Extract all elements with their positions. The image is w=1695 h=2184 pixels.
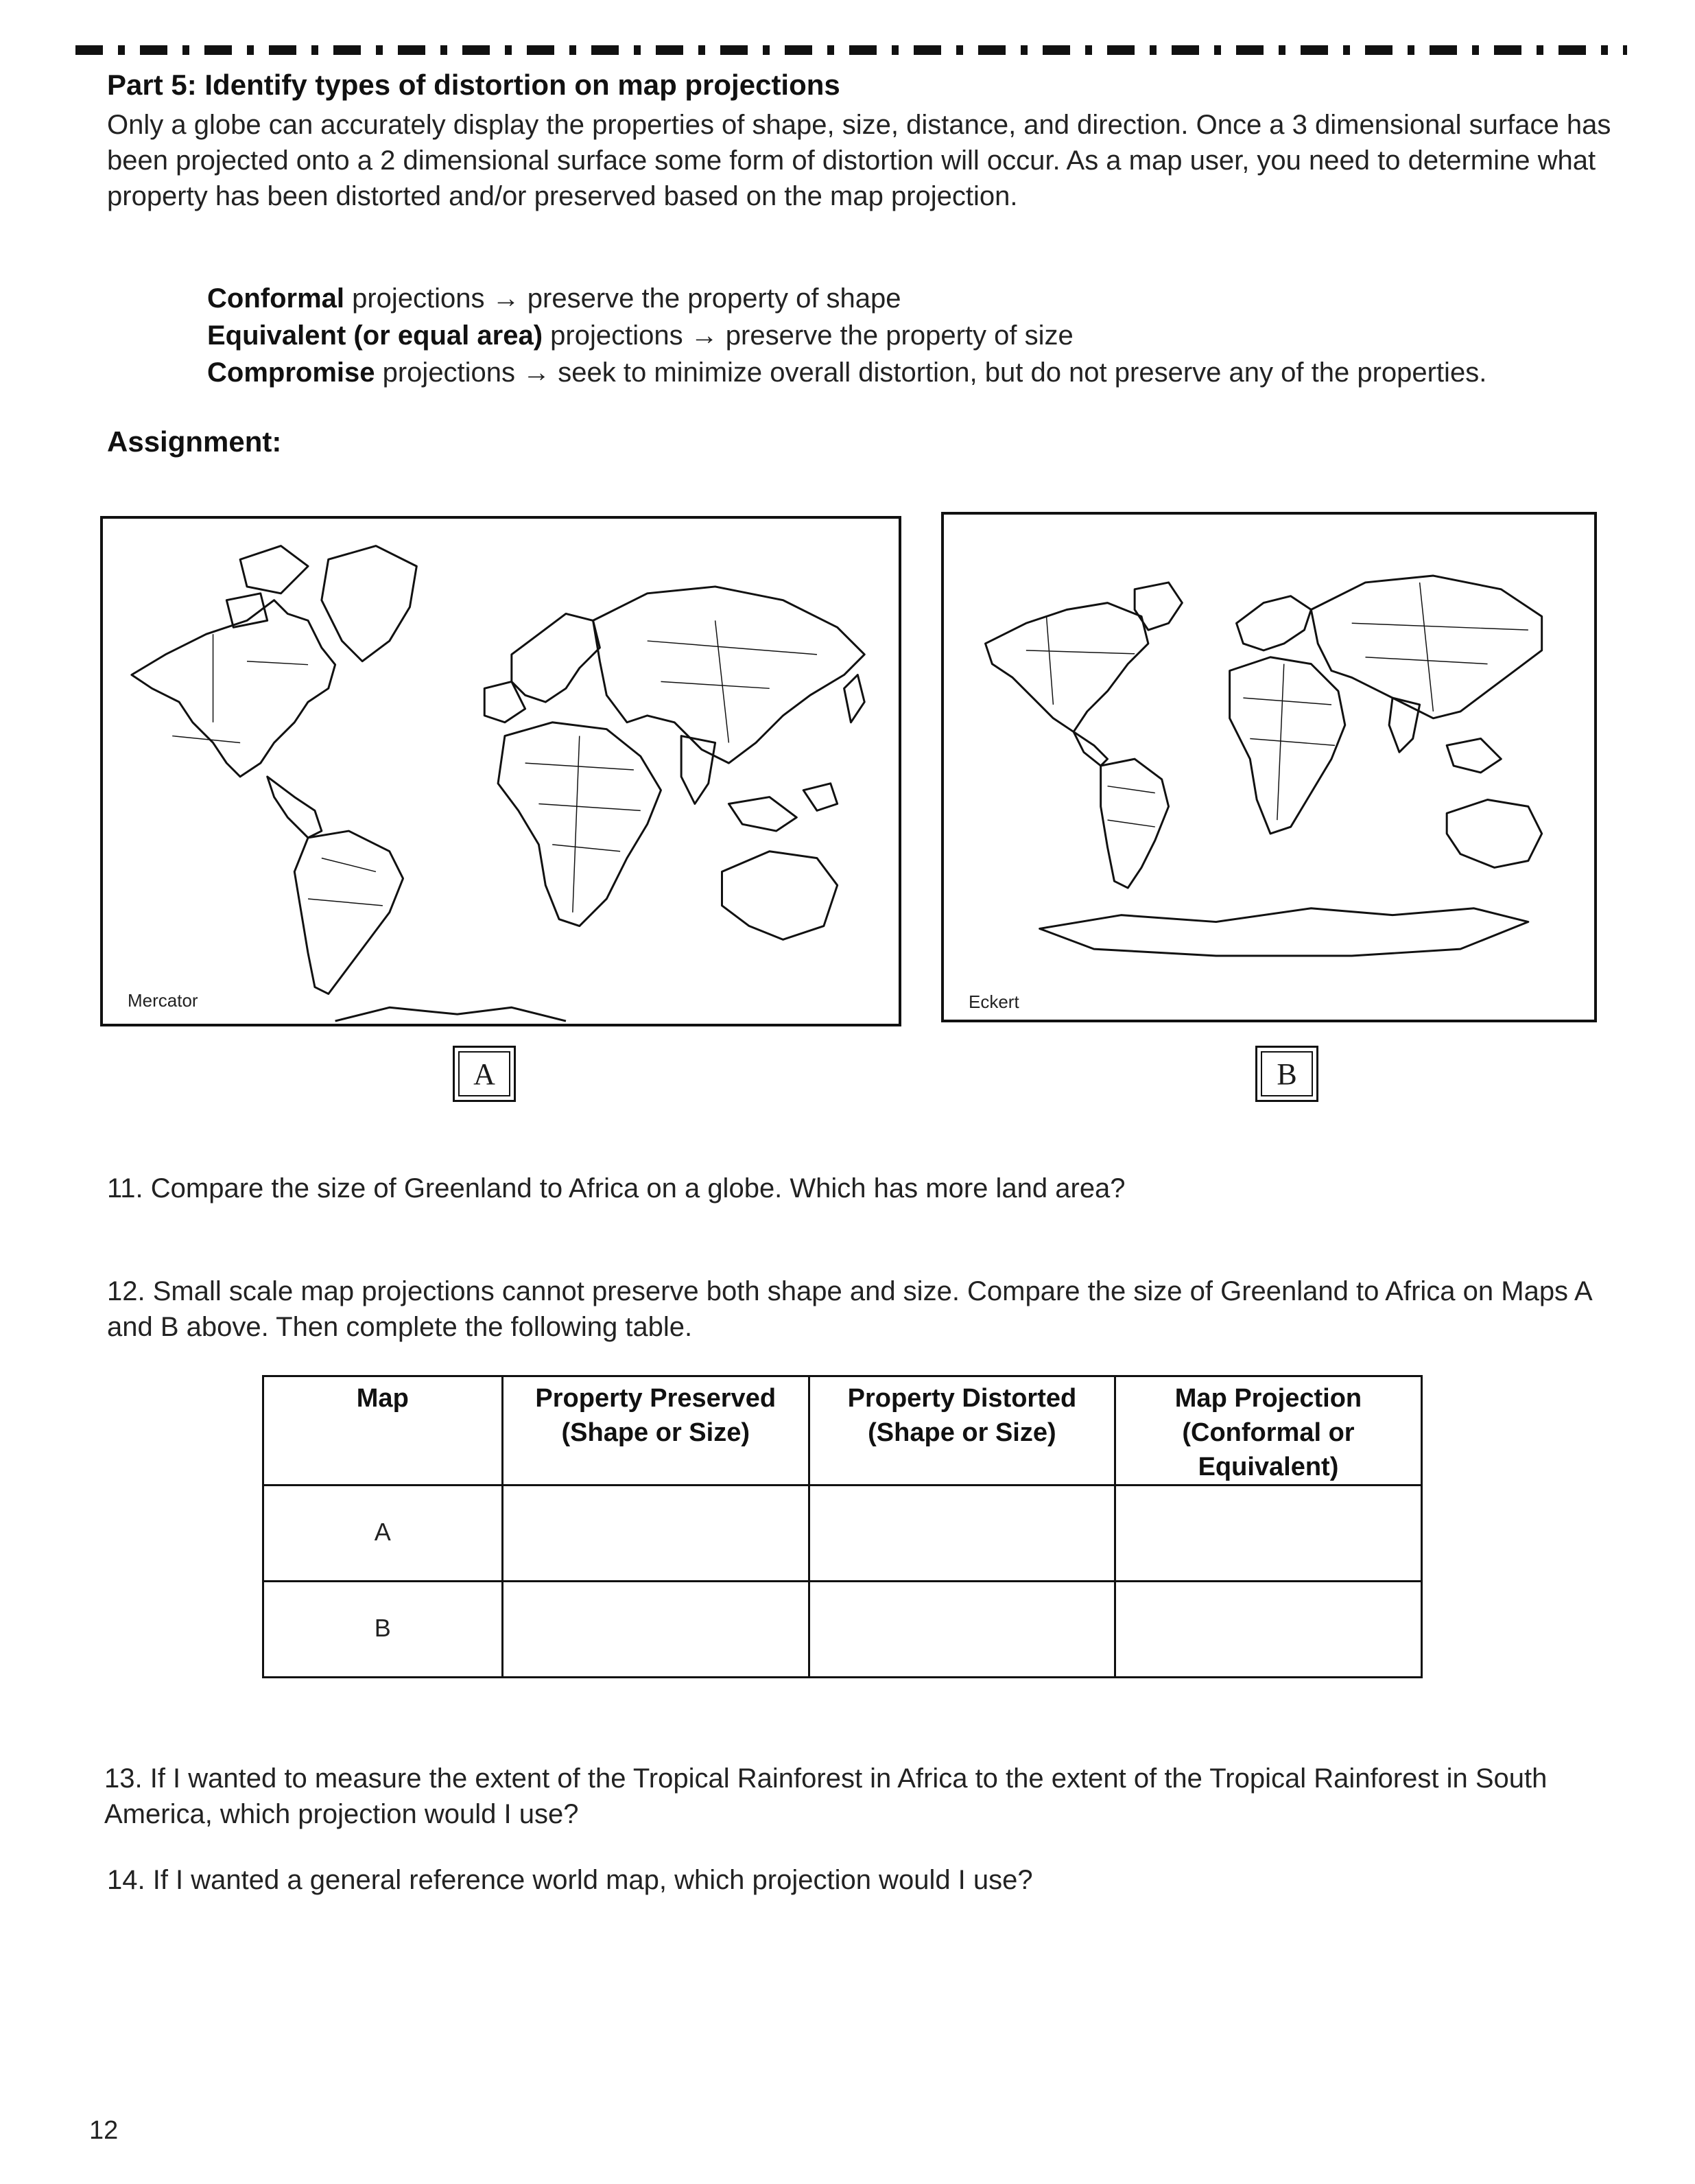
question-12: 12. Small scale map projections cannot preserve both shape and size. Compare the size of Greenland to Africa on Maps A and B above. Then complete the following table. — [107, 1276, 1591, 1342]
header-property-distorted: Property Distorted (Shape or Size) — [809, 1376, 1115, 1486]
section-title: Part 5: Identify types of distortion on map projections — [107, 69, 840, 101]
answer-cell-preserved[interactable] — [502, 1486, 809, 1582]
question-11: 11. Compare the size of Greenland to Africa on a globe. Which has more land area? — [107, 1173, 1126, 1203]
eckert-map — [941, 512, 1597, 1022]
answer-cell-preserved[interactable] — [502, 1582, 809, 1678]
intro-paragraph: Only a globe can accurately display the properties of shape, size, distance, and direction. Once a 3 dimensional surface has been projected onto a 2 dimensional surface some form of distortion will occur. As a map user, you need to determine what property has been distorted and/or preserved based on the map projection. — [107, 110, 1611, 211]
map-b-label: B — [1255, 1046, 1318, 1102]
mercator-caption: Mercator — [128, 990, 198, 1011]
mercator-world-outline — [103, 519, 899, 1024]
answer-cell-projection[interactable] — [1115, 1486, 1421, 1582]
header-property-preserved: Property Preserved (Shape or Size) — [502, 1376, 809, 1486]
assignment-label: Assignment: — [107, 425, 282, 458]
row-map-label: A — [263, 1486, 503, 1582]
definition-conformal: Conformal projections → preserve the property of shape — [207, 283, 901, 314]
table-row — [263, 1582, 1422, 1678]
answer-cell-projection[interactable] — [1115, 1582, 1421, 1678]
answer-table — [262, 1375, 1423, 1678]
projection-definitions — [207, 280, 1486, 391]
row-map-label: B — [263, 1582, 503, 1678]
answer-cell-distorted[interactable] — [809, 1582, 1115, 1678]
eckert-world-outline — [944, 515, 1594, 1020]
table-header-row — [263, 1376, 1422, 1486]
eckert-caption: Eckert — [969, 991, 1019, 1012]
header-map-projection: Map Projection (Conformal or Equivalent) — [1115, 1376, 1421, 1486]
mercator-map — [100, 516, 901, 1026]
dashed-border — [75, 45, 1627, 55]
page-number: 12 — [89, 2116, 119, 2145]
table-row — [263, 1486, 1422, 1582]
question-13: 13. If I wanted to measure the extent of the Tropical Rainforest in Africa to the extent of the Tropical Rainforest in South America, which projection would I use? — [104, 1763, 1548, 1829]
definition-equivalent: Equivalent (or equal area) projections → preserve the property of size — [207, 320, 1074, 351]
header-map: Map — [263, 1376, 503, 1486]
answer-cell-distorted[interactable] — [809, 1486, 1115, 1582]
map-a-label: A — [453, 1046, 516, 1102]
definition-compromise: Compromise projections → seek to minimize overall distortion, but do not preserve any of the properties. — [207, 357, 1487, 388]
question-14: 14. If I wanted a general reference world map, which projection would I use? — [107, 1865, 1033, 1895]
